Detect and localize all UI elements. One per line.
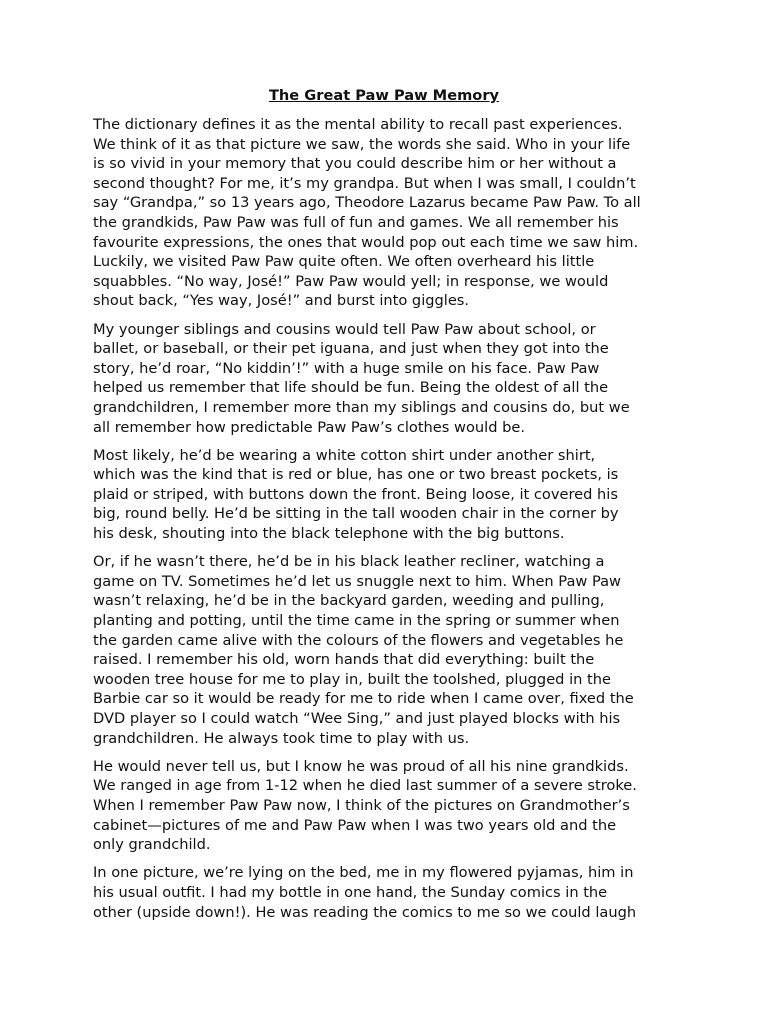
document-body [93,115,675,922]
paragraph [93,863,675,922]
document-title: The Great Paw Paw Memory [268,87,500,104]
text-line: the grandkids, Paw Paw was full of fun and games. We all remember his [93,213,619,231]
text-line: say “Grandpa,” so 13 years ago, Theodore Lazarus became Paw Paw. To all [93,194,641,212]
text-line: Luckily, we visited Paw Paw quite often. We often overheard his little [93,253,595,271]
text-line: raised. I remember his old, worn hands that did everything: built the [93,651,595,669]
text-line: wooden tree house for me to play in, built the toolshed, plugged in the [93,670,611,688]
text-line: squabbles. “No way, José!” Paw Paw would yell; in response, we would [93,272,609,290]
text-line: the garden came alive with the colours of the flowers and vegetables he [93,631,624,649]
text-line: second thought? For me, it’s my grandpa. But when I was small, I couldn’t [93,174,636,192]
text-line: The dictionary defines it as the mental ability to recall past experiences. [93,116,623,133]
text-line: other (upside down!). He was reading the comics to me so we could laugh [93,903,637,921]
text-line: his desk, shouting into the black telephone with the big buttons. [93,525,565,543]
text-line: Or, if he wasn’t there, he’d be in his black leather recliner, watching a [93,553,605,571]
text-line: We think of it as that picture we saw, the words she said. Who in your life [93,135,631,153]
paragraph [93,757,675,855]
text-line: cabinet—pictures of me and Paw Paw when I was two years old and the [93,816,617,834]
text-line: big, round belly. He’d be sitting in the tall wooden chair in the corner by [93,505,619,523]
text-line: My younger siblings and cousins would tell Paw Paw about school, or [93,320,596,338]
text-line: Most likely, he’d be wearing a white cotton shirt under another shirt, [93,446,596,464]
text-line: shout back, “Yes way, José!” and burst into giggles. [93,292,470,310]
text-line: all remember how predictable Paw Paw’s clothes would be. [93,418,525,436]
text-line: grandchildren, I remember more than my siblings and cousins do, but we [93,398,630,416]
text-line: grandchildren. He always took time to play with us. [93,729,470,747]
paragraph [93,115,675,311]
text-line: wasn’t relaxing, he’d be in the backyard garden, weeding and pulling, [93,592,605,610]
paragraph [93,320,675,438]
text-line: game on TV. Sometimes he’d let us snuggle next to him. When Paw Paw [93,572,621,590]
text-line: his usual outfit. I had my bottle in one hand, the Sunday comics in the [93,883,608,901]
text-line: helped us remember that life should be fun. Being the oldest of all the [93,379,609,397]
paragraph [93,446,675,544]
text-line: Barbie car so it would be ready for me to ride when I came over, fixed the [93,690,634,708]
paragraph [93,552,675,748]
text-line: is so vivid in your memory that you could describe him or her without a [93,155,617,173]
text-line: plaid or striped, with buttons down the front. Being loose, it covered his [93,485,618,503]
text-line: In one picture, we’re lying on the bed, me in my flowered pyjamas, him in [93,864,634,882]
text-line: only grandchild. [93,836,211,854]
text-line: favourite expressions, the ones that would pop out each time we saw him. [93,233,639,251]
document-page [93,86,675,931]
text-line: When I remember Paw Paw now, I think of the pictures on Grandmother’s [93,796,630,814]
text-line: DVD player so I could watch “Wee Sing,” and just played blocks with his [93,710,621,727]
text-line: story, he’d roar, “No kiddin’!” with a huge smile on his face. Paw Paw [93,359,600,377]
text-line: which was the kind that is red or blue, has one or two breast pockets, is [93,466,619,484]
text-line: He would never tell us, but I know he was proud of all his nine grandkids. [93,757,629,775]
text-line: ballet, or baseball, or their pet iguana, and just when they got into the [93,340,609,358]
text-line: We ranged in age from 1-12 when he died last summer of a severe stroke. [93,777,637,795]
text-line: planting and potting, until the time came in the spring or summer when [93,612,620,630]
